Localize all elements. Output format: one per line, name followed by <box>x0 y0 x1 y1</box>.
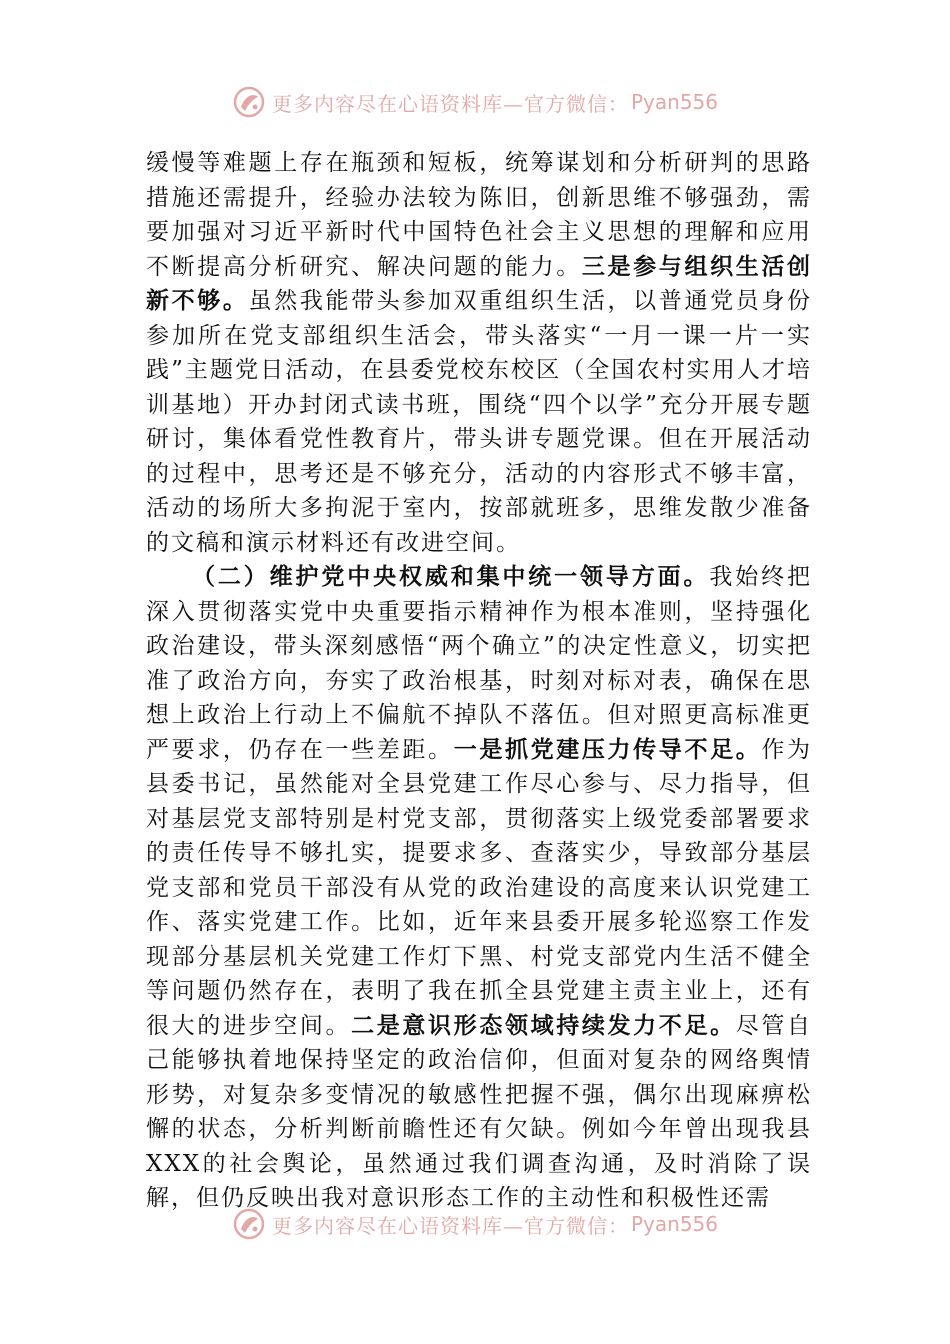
paragraph-run: 虽然我能带头参加双重组织生活，以普通党员身份参加所在党支部组织生活会，带头落实“一月一课一片一实践”主题党日活动，在县委党校东校区（全国农村实用人才培训基地）开办封闭式读书班，围绕“四个以学”充分开展专题研讨，集体看党性教育片，带头讲专题党课。但在开展活动的过程中，思考还是不够充分，活动的内容形式不够丰富，活动的场所大多拘泥于室内，按部就班多，思维发散少准备的文稿和演示材料还有改进空间。 <box>146 288 813 556</box>
watermark-wechat-id: Pyan556 <box>630 90 718 114</box>
paragraph-1 <box>146 146 812 560</box>
watermark-header <box>0 84 950 120</box>
watermark-text: 更多内容尽在心语资料库—官方微信： <box>271 91 629 116</box>
paragraph-run-bold: 二是意识形态领域持续发力不足。 <box>351 1011 736 1039</box>
paragraph-run: 缓慢等难题上存在瓶颈和短板，统筹谋划和分析研判的思路措施还需提升，经验办法较为陈旧，创新思维不够强劲，需要加强对习近平新时代中国特色社会主义思想的理解和应用不断提高分析研究、解决问题的能力。 <box>146 150 812 280</box>
watermark-text: 更多内容尽在心语资料库—官方微信： <box>271 1213 629 1238</box>
paragraph-run-bold: 一是抓党建压力传导不足。 <box>453 735 762 763</box>
watermark-footer <box>0 1206 950 1242</box>
paragraph-run: 作为县委书记，虽然能对全县党建工作尽心参与、尽力指导，但对基层党支部特别是村党支部，贯彻落实上级党委部署要求的责任传导不够扎实，提要求多、查落实少，导致部分基层党支部和党员干部没有从党的政治建设的高度来认识党建工作、落实党建工作。比如，近年来县委开展多轮巡察工作发现部分基层机关党建工作灯下黑、村党支部党内生活不健全等问题仍然存在，表明了我在抓全县党建主责主业上，还有很大的进步空间。 <box>146 736 813 1039</box>
paragraph-run-bold: 三是参与组织生活创新不够。 <box>146 252 813 314</box>
paragraph-heading: （二）维护党中央权威和集中统一领导方面。 <box>192 563 710 590</box>
watermark-logo-icon <box>232 1207 266 1241</box>
watermark-wechat-id: Pyan556 <box>630 1212 718 1236</box>
watermark-logo-icon <box>232 85 266 119</box>
document-body <box>146 146 812 1216</box>
paragraph-run: 我始终把深入贯彻落实党中央重要指示精神作为根本准则，坚持强化政治建设，带头深刻感悟“两个确立”的决定性意义，切实把准了政治方向，夯实了政治根基，时刻对标对表，确保在思想上政治上行动上不偏航不掉队不落伍。但对照更高标准更严要求，仍存在一些差距。 <box>146 564 813 763</box>
paragraph-2 <box>146 560 812 1216</box>
paragraph-run: 尽管自己能够执着地保持坚定的政治信仰，但面对复杂的网络舆情形势，对复杂多变情况的敏感性把握不强，偶尔出现麻痹松懈的状态，分析判断前瞻性还有欠缺。例如今年曾出现我县XXX的社会舆论，虽然通过我们调查沟通，及时消除了误解，但仍反映出我对意识形态工作的主动性和积极性还需 <box>146 1012 813 1211</box>
